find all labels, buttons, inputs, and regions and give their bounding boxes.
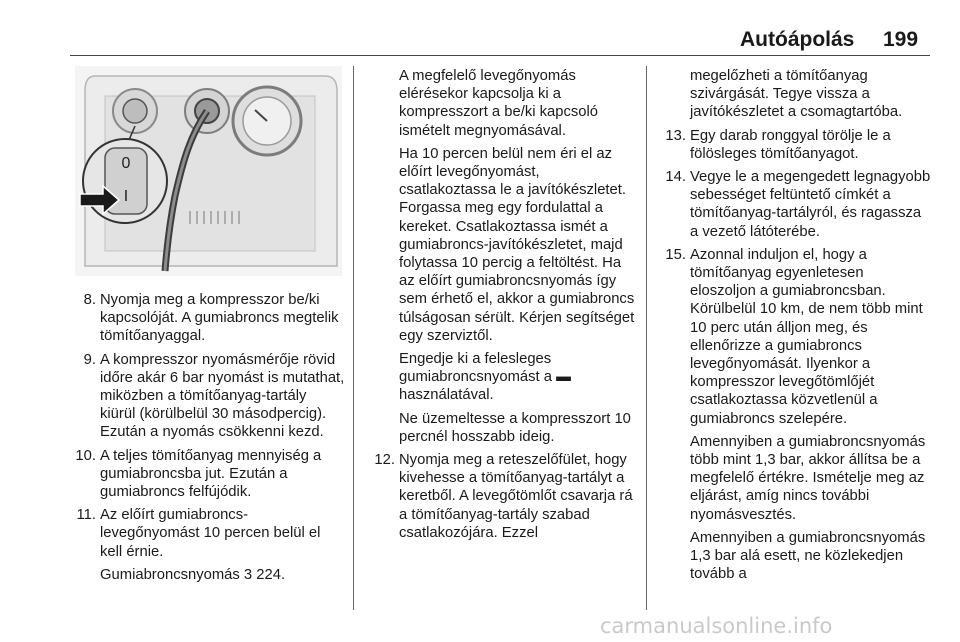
list-text: Egy darab ronggyal törölje le a fölösleges tömítőanyagot. [690, 127, 891, 162]
column-divider [646, 66, 647, 610]
list-item [69, 351, 345, 442]
header-divider [70, 55, 930, 56]
section-title: Autóápolás [740, 28, 855, 51]
list-number: 9. [83, 351, 96, 368]
list-item [69, 291, 345, 346]
release-symbol-icon: ▬ [556, 369, 571, 386]
column-1 [69, 291, 345, 589]
list-number: 11. [76, 507, 96, 524]
compressor-illustration [75, 66, 342, 276]
column-2 [368, 67, 638, 547]
list-text: Vegye le a megengedett legnagyobb sebességet feltüntető címkét a tömítőanyag-tartályról, és ragassza a vezető látóterébe. [690, 169, 931, 240]
paragraph: megelőzheti a tömítőanyag szivárgását. Tegye vissza a javítókészletet a csomagtartóba. [690, 68, 903, 121]
watermark: carmanualsonline.info [600, 614, 833, 638]
list-text: Az előírt gumiabroncs-levegőnyomást 10 percen belül el kell érnie. [100, 507, 321, 560]
list-item [368, 451, 638, 542]
list-number: 8. [83, 292, 96, 308]
list-item [69, 506, 345, 561]
list-text: Nyomja meg a reteszelőfület, hogy kivehesse a tömítőanyag-tartályt a keretből. A levegőtömlőt csavarja rá a tömítőanyag-tartály szabad csatlakozójára. Ezzel [399, 452, 633, 541]
compressor-drawing [75, 66, 342, 276]
list-number: 15. [665, 246, 686, 263]
list-text: Nyomja meg a kompresszor be/ki kapcsolóját. A gumiabroncs megtelik tömítőanyaggal. [100, 292, 339, 345]
list-text: Azonnal induljon el, hogy a tömítőanyag egyenletesen eloszoljon a gumiabroncsban. Körülbelül 10 km, de nem több mint 10 perc után álljon meg, és ellenőrizze a gumiabroncs levegőnyomását. Ilyenkor a kompresszor levegőtömlőjét csatlakoztassa közvetlenül a gumiabroncs szelepére. [690, 246, 923, 427]
switch-on-label: 0 [121, 155, 131, 172]
list-item [659, 127, 933, 163]
list-number: 13. [665, 127, 686, 144]
reference-arrow-icon: 3 [243, 566, 253, 583]
column-3 [659, 67, 933, 588]
list-item [659, 246, 933, 428]
paragraph: Engedje ki a felesleges gumiabroncsnyomást a ▬ használatával. [399, 351, 571, 404]
list-number: 10. [75, 447, 96, 464]
paragraph: Amennyiben a gumiabroncsnyomás több mint 1,3 bar, akkor állítsa be a megfelelő értékre. Ismételje meg az eljárást, amíg nincs további nyomásvesztés. [690, 433, 926, 523]
page-number: 199 [883, 28, 919, 51]
list-number: 14. [665, 169, 686, 186]
paragraph: Amennyiben a gumiabroncsnyomás 1,3 bar alá esett, ne közlekedjen tovább a [690, 529, 926, 583]
list-item [69, 447, 345, 502]
paragraph: Ne üzemeltesse a kompresszort 10 percnél hosszabb ideig. [399, 410, 631, 445]
switch-off-label: I [123, 188, 129, 205]
list-text: A teljes tömítőanyag mennyiség a gumiabroncsba jut. Ezután a gumiabroncs felfújódik. [100, 447, 322, 501]
list-number: 12. [374, 452, 395, 469]
column-divider [353, 66, 354, 610]
cross-reference[interactable]: Gumiabroncsnyomás 3 224. [100, 566, 286, 583]
list-item [659, 168, 933, 241]
paragraph: A megfelelő levegőnyomás elérésekor kapcsolja ki a kompresszort a be/ki kapcsoló ismételt megnyomásával. [399, 68, 599, 139]
paragraph: Ha 10 percen belül nem éri el az előírt levegőnyomást, csatlakoztassa le a javítókészletet. Forgassa meg egy fordulattal a kereket. Csatlakoztassa ismét a gumiabroncs-javítókészletet, majd folytassa 10 percig a feltöltést. Ha az előírt gumiabroncsnyomás így sem érhető el, akkor a gumiabroncs túlságosan sérült. Kérjen segítséget egy szerviztől. [399, 145, 635, 344]
list-text: A kompresszor nyomásmérője rövid időre akár 6 bar nyomást is mutathat, miközben a tömítőanyag-tartály kiürül (körülbelül 30 másodpercig). Ezután a nyomás csökkenni kezd. [100, 351, 345, 441]
